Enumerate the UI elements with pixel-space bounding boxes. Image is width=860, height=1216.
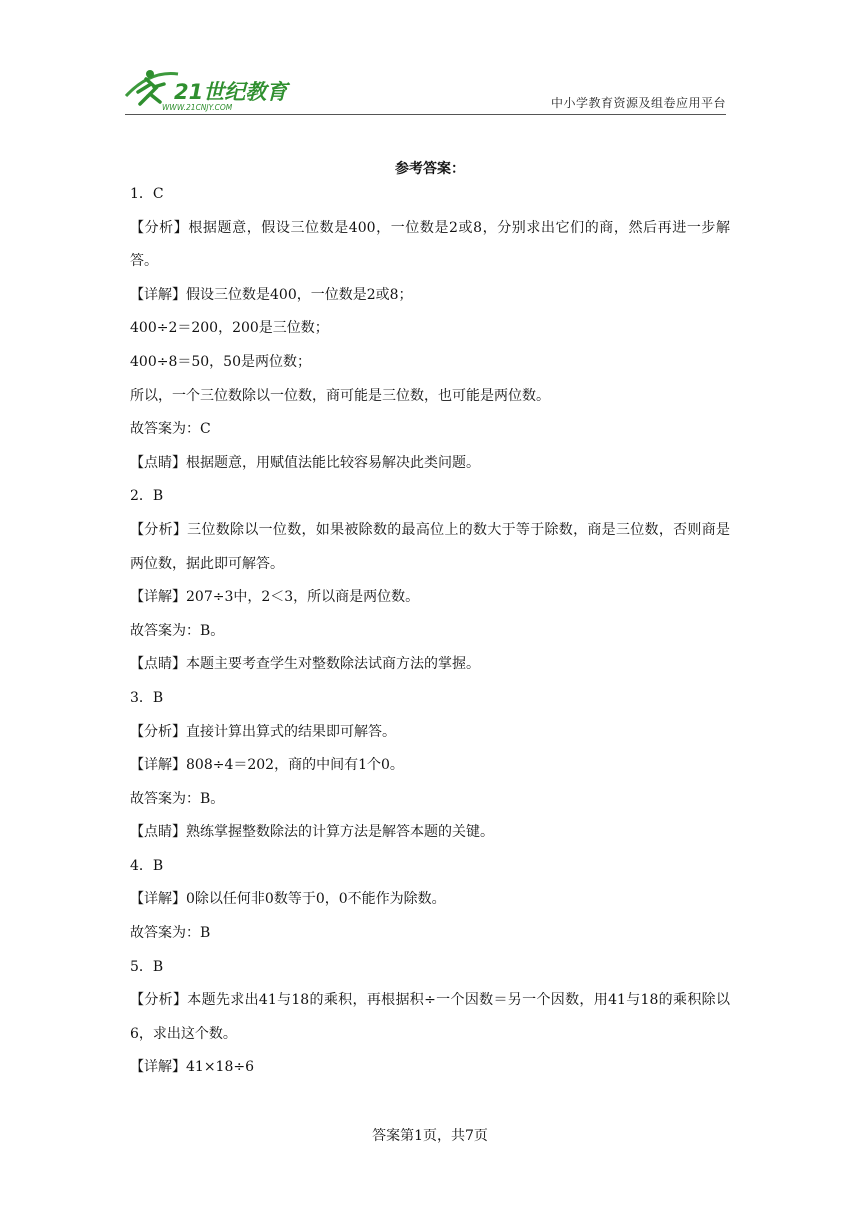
answer-line: 400÷8＝50，50是两位数； <box>130 353 311 370</box>
answer-line: 【点睛】本题主要考查学生对整数除法试商方法的掌握。 <box>130 656 480 673</box>
answer-content <box>130 178 730 1085</box>
page-footer: 答案第1页，共7页 <box>372 1128 488 1144</box>
answer-line: 4．B <box>130 857 164 874</box>
platform-name: 中小学教育资源及组卷应用平台 <box>550 96 726 110</box>
answer-line: 2．B <box>130 488 164 505</box>
answer-line: 故答案为：B。 <box>130 622 225 639</box>
answer-line: 故答案为：B。 <box>130 790 225 807</box>
answer-line: 【详解】0除以任何非0数等于0，0不能作为除数。 <box>130 891 446 908</box>
logo-url-text: WWW.21CNJY.COM <box>162 103 233 112</box>
answer-line: 故答案为：C <box>130 421 211 438</box>
header-rule <box>125 114 726 115</box>
answer-line: 【点睛】熟练掌握整数除法的计算方法是解答本题的关键。 <box>130 824 494 841</box>
logo-21cnjy <box>120 66 300 112</box>
answer-line: 【分析】三位数除以一位数，如果被除数的最高位上的数大于等于除数，商是三位数，否则商是两位数，据此即可解答。 <box>130 521 730 572</box>
answer-line: 【详解】假设三位数是400，一位数是2或8； <box>130 286 413 303</box>
logo-main-text: 21世纪教育 <box>174 80 288 104</box>
answer-line: 1．C <box>130 186 164 202</box>
answer-line: 3．B <box>130 689 164 706</box>
answer-line: 【分析】本题先求出41与18的乘积，再根据积÷一个因数＝另一个因数，用41与18的乘积除以6，求出这个数。 <box>130 992 730 1042</box>
answer-line: 【详解】41×18÷6 <box>130 1059 254 1076</box>
page-header <box>120 66 726 116</box>
answer-line: 【点睛】根据题意，用赋值法能比较容易解决此类问题。 <box>130 454 480 471</box>
answer-line: 故答案为：B <box>130 925 211 942</box>
answer-title: 参考答案： <box>395 161 465 177</box>
answer-line: 所以，一个三位数除以一位数，商可能是三位数，也可能是两位数。 <box>130 387 550 404</box>
answer-line: 【分析】直接计算出算式的结果即可解答。 <box>130 723 396 740</box>
answer-line: 【详解】207÷3中，2＜3，所以商是两位数。 <box>130 589 420 606</box>
answer-line: 【分析】根据题意，假设三位数是400，一位数是2或8，分别求出它们的商，然后再进一步解答。 <box>130 219 730 270</box>
answer-line: 5．B <box>130 958 164 975</box>
answer-line: 【详解】808÷4＝202，商的中间有1个0。 <box>130 757 404 774</box>
answer-line: 400÷2＝200，200是三位数； <box>130 320 329 337</box>
